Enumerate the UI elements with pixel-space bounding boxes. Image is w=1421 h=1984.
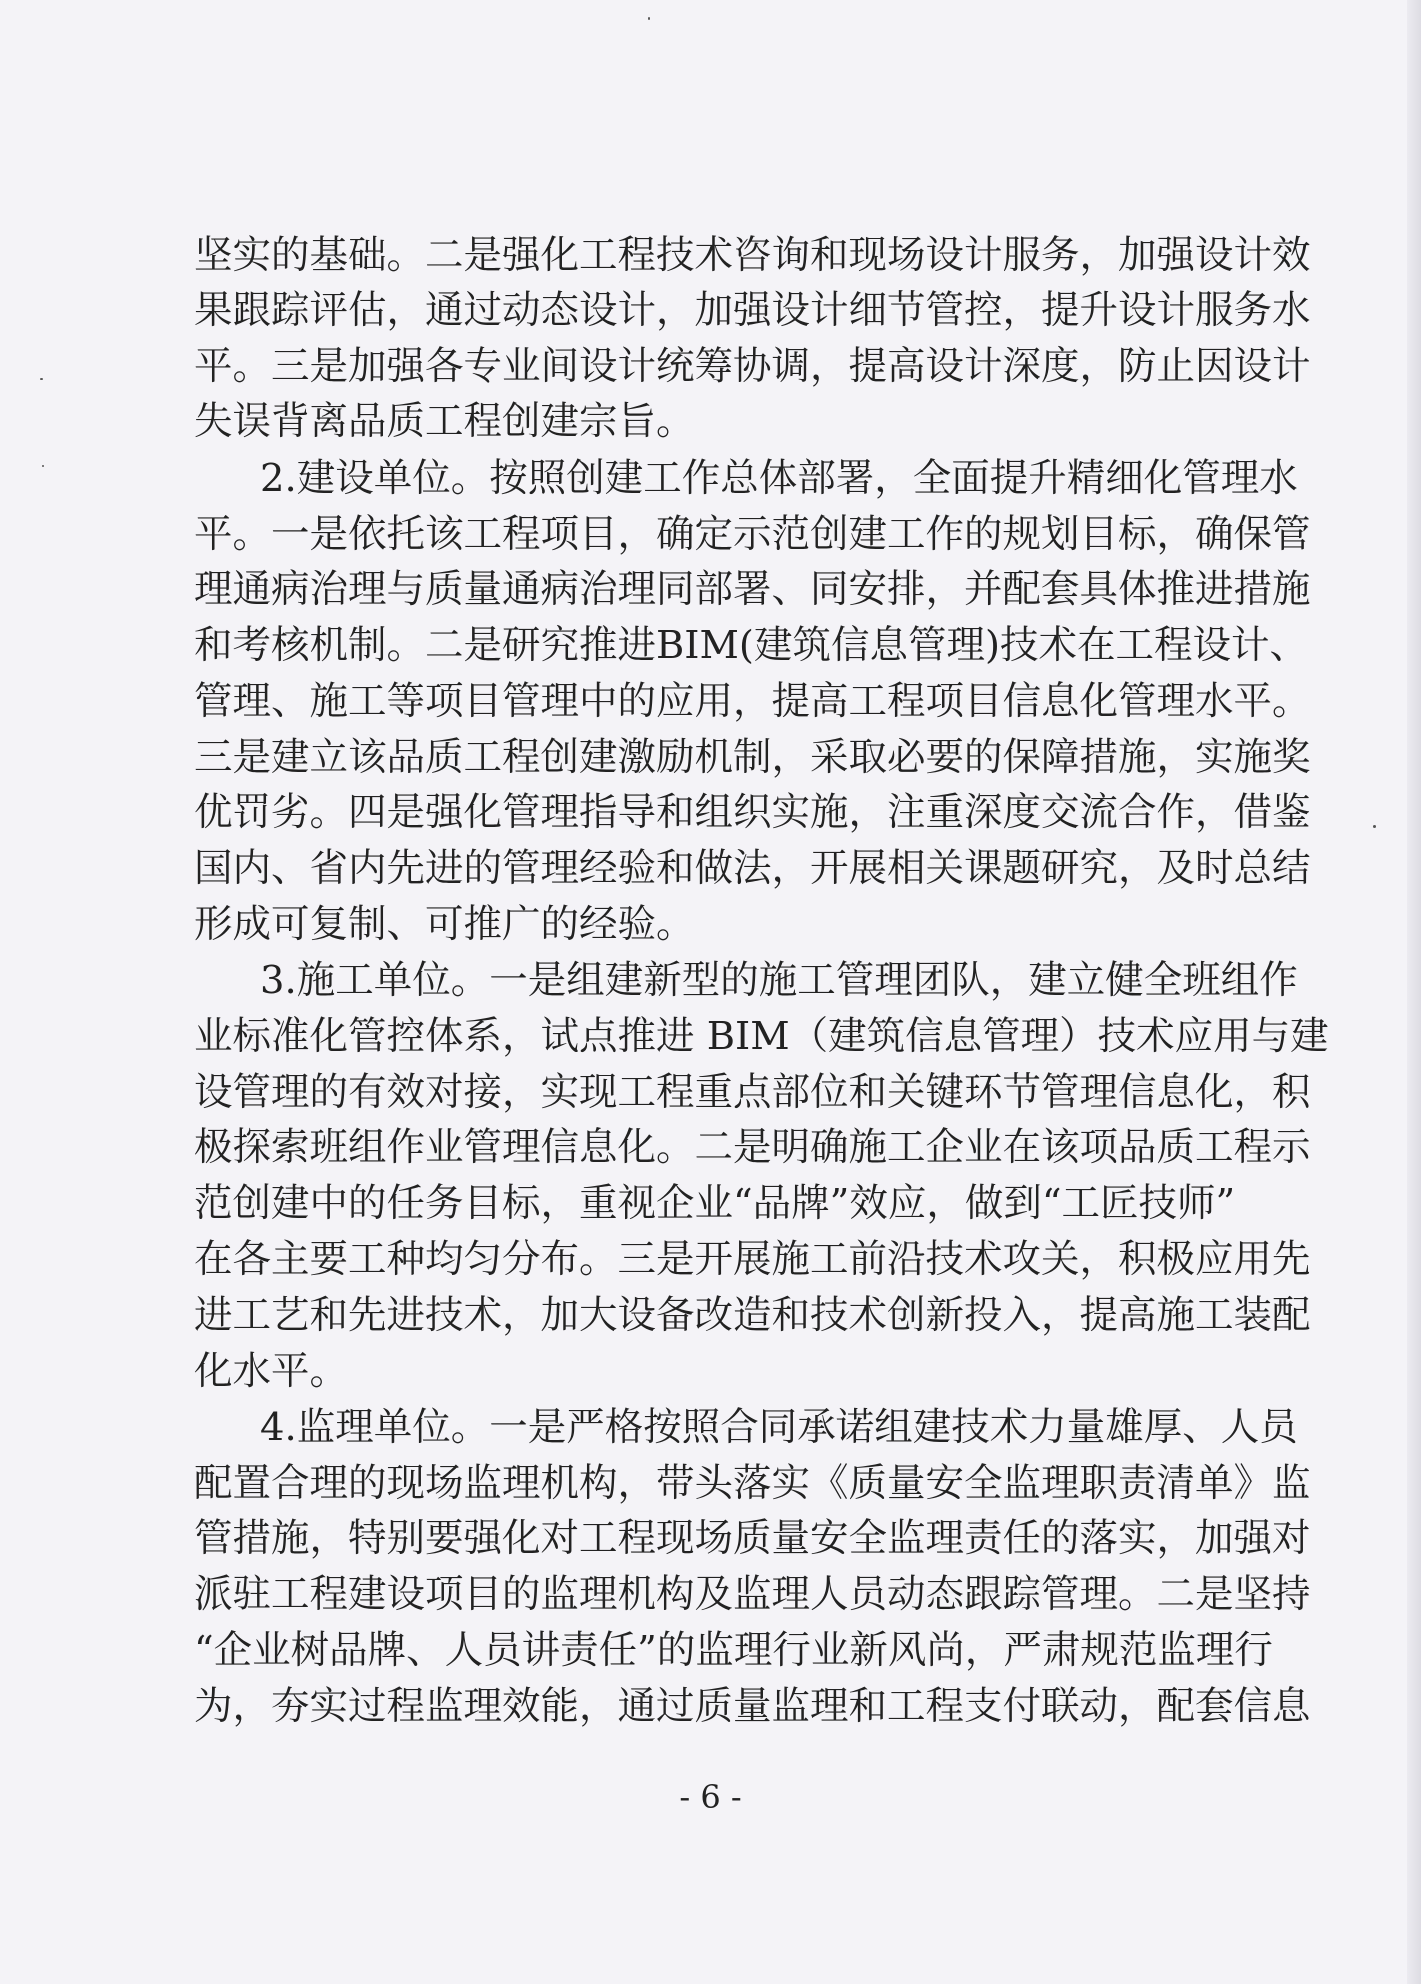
scan-speck xyxy=(1373,825,1376,828)
text-line: 设管理的有效对接，实现工程重点部位和关键环节管理信息化，积 xyxy=(194,1070,1311,1115)
text-line: 4.监理单位。一是严格按照合同承诺组建技术力量雄厚、人员 xyxy=(260,1405,1298,1450)
text-line: 极探索班组作业管理信息化。二是明确施工企业在该项品质工程示 xyxy=(194,1125,1311,1170)
text-line: 管措施，特别要强化对工程现场质量安全监理责任的落实，加强对 xyxy=(194,1516,1311,1561)
text-line: 理通病治理与质量通病治理同部署、同安排，并配套具体推进措施 xyxy=(194,567,1311,612)
text-line: 和考核机制。二是研究推进BIM(建筑信息管理)技术在工程设计、 xyxy=(194,623,1308,668)
page-edge-shadow xyxy=(1407,0,1421,1984)
text-line: 配置合理的现场监理机构，带头落实《质量安全监理职责清单》监 xyxy=(194,1461,1311,1506)
text-line: 形成可复制、可推广的经验。 xyxy=(194,902,695,947)
text-line: 为，夯实过程监理效能，通过质量监理和工程支付联动，配套信息 xyxy=(194,1684,1311,1729)
page-number: - 6 - xyxy=(679,1778,742,1816)
text-line: 2.建设单位。按照创建工作总体部署，全面提升精细化管理水 xyxy=(260,456,1298,501)
text-line: 管理、施工等项目管理中的应用，提高工程项目信息化管理水平。 xyxy=(194,679,1311,724)
text-line: 在各主要工种均匀分布。三是开展施工前沿技术攻关，积极应用先 xyxy=(194,1237,1311,1282)
scan-speck xyxy=(648,17,650,20)
text-line: 失误背离品质工程创建宗旨。 xyxy=(194,399,695,444)
scan-speck xyxy=(40,378,43,380)
text-line: 化水平。 xyxy=(194,1349,349,1394)
text-line: 果跟踪评估，通过动态设计，加强设计细节管控，提升设计服务水 xyxy=(194,288,1311,333)
text-line: 三是建立该品质工程创建激励机制，采取必要的保障措施，实施奖 xyxy=(194,735,1311,780)
text-line: 国内、省内先进的管理经验和做法，开展相关课题研究，及时总结 xyxy=(194,846,1311,891)
text-line: 优罚劣。四是强化管理指导和组织实施，注重深度交流合作，借鉴 xyxy=(194,790,1311,835)
text-line: 派驻工程建设项目的监理机构及监理人员动态跟踪管理。二是坚持 xyxy=(194,1572,1311,1617)
text-line: 业标准化管控体系，试点推进 BIM（建筑信息管理）技术应用与建 xyxy=(194,1014,1329,1059)
scan-speck xyxy=(42,465,44,467)
text-line: 坚实的基础。二是强化工程技术咨询和现场设计服务，加强设计效 xyxy=(194,233,1311,278)
text-line: 平。一是依托该工程项目，确定示范创建工作的规划目标，确保管 xyxy=(194,512,1311,557)
text-line: 平。三是加强各专业间设计统筹协调，提高设计深度，防止因设计 xyxy=(194,344,1311,389)
text-line: “企业树品牌、人员讲责任”的监理行业新风尚，严肃规范监理行 xyxy=(194,1628,1273,1673)
text-line: 范创建中的任务目标，重视企业“品牌”效应，做到“工匠技师” xyxy=(194,1181,1236,1226)
text-line: 进工艺和先进技术，加大设备改造和技术创新投入，提高施工装配 xyxy=(194,1293,1311,1338)
text-line: 3.施工单位。一是组建新型的施工管理团队，建立健全班组作 xyxy=(260,958,1298,1003)
